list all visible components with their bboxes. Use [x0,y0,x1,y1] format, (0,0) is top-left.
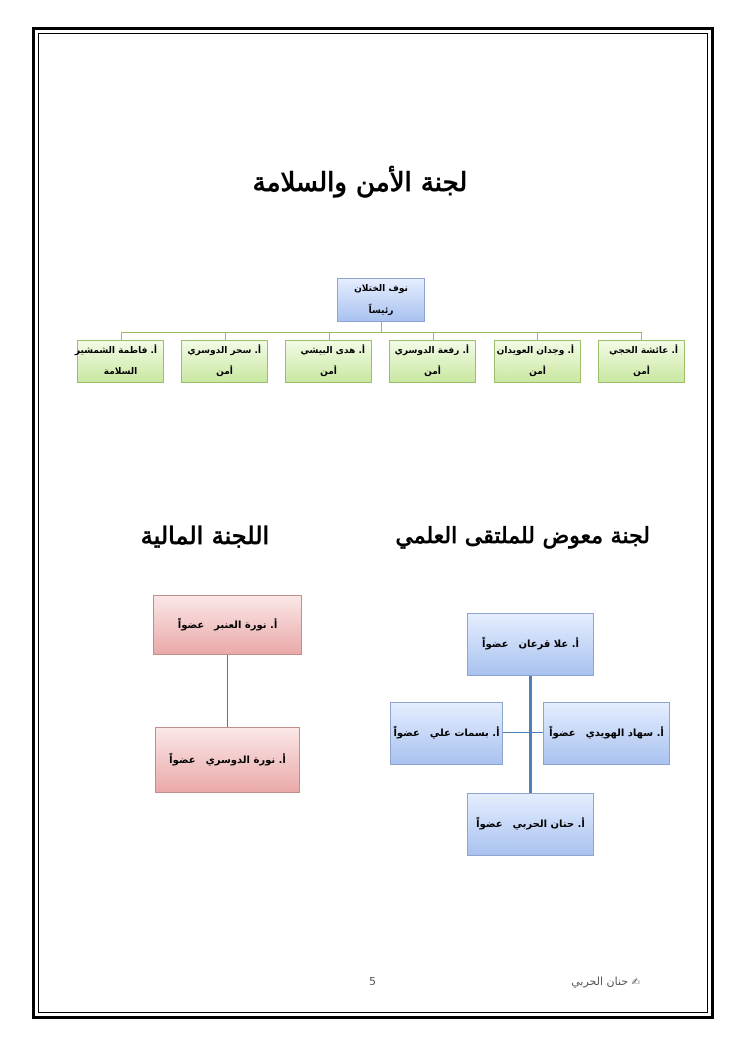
connector-line [503,732,544,733]
page-number: 5 [369,975,376,988]
author-name: حنان الحربي [571,975,629,988]
finance-committee-title: اللجنة المالية [140,521,270,550]
member-role: عضواً [549,728,576,739]
member-role: عضواً [169,754,196,766]
member-role: أمن [320,367,337,377]
member-name: أ. نورة الدوسري [205,754,286,766]
connector-line [529,676,532,793]
member-role: رئيساً [368,306,394,316]
member-name: أ. سحر الدوسري [187,346,261,356]
exhibition-member-box [467,613,594,676]
security-member-box [389,340,476,383]
connector-line [381,322,382,332]
member-name: أ. بسمات علي [429,728,500,739]
member-role: أمن [633,367,650,377]
member-name: أ. عائشة الحجي [609,346,678,356]
security-member-box [598,340,685,383]
member-role: أمن [529,367,546,377]
member-name: أ. سهاد الهويدي [585,728,664,739]
footer-author [560,975,640,988]
security-head-box [337,278,425,322]
member-role: السلامة [103,367,138,377]
connector-line [121,332,642,333]
member-role: عضواً [482,639,509,650]
security-member-box [285,340,372,383]
member-name: أ. رفعة الدوسري [394,346,469,356]
security-member-box [181,340,268,383]
member-role: عضواً [393,728,420,739]
connector-line [227,655,228,727]
exhibition-member-box [467,793,594,856]
member-name: أ. هدى البيشي [300,346,365,356]
exhibition-member-box [390,702,503,765]
security-committee-title: لجنة الأمن والسلامة [252,168,468,198]
exhibition-committee-title: لجنة معوض للملتقى العلمي [395,523,650,549]
member-name: أ. فاطمة الشمشير [74,346,157,356]
member-name: أ. علا قرعان [518,639,579,650]
finance-member-box [153,595,302,655]
member-role: أمن [216,367,233,377]
member-name: نوف الختلان [354,284,408,294]
member-role: عضواً [177,619,205,631]
finance-member-box [155,727,300,793]
member-name: أ. نورة العنبر [214,619,278,631]
security-member-box [494,340,581,383]
member-name: أ. حنان الحربي [512,819,585,830]
security-member-box [74,340,164,383]
pen-icon: ✍ [631,977,640,988]
member-role: عضواً [476,819,503,830]
member-name: أ. وجدان العويدان [496,346,574,356]
member-role: أمن [424,367,441,377]
exhibition-member-box [543,702,670,765]
